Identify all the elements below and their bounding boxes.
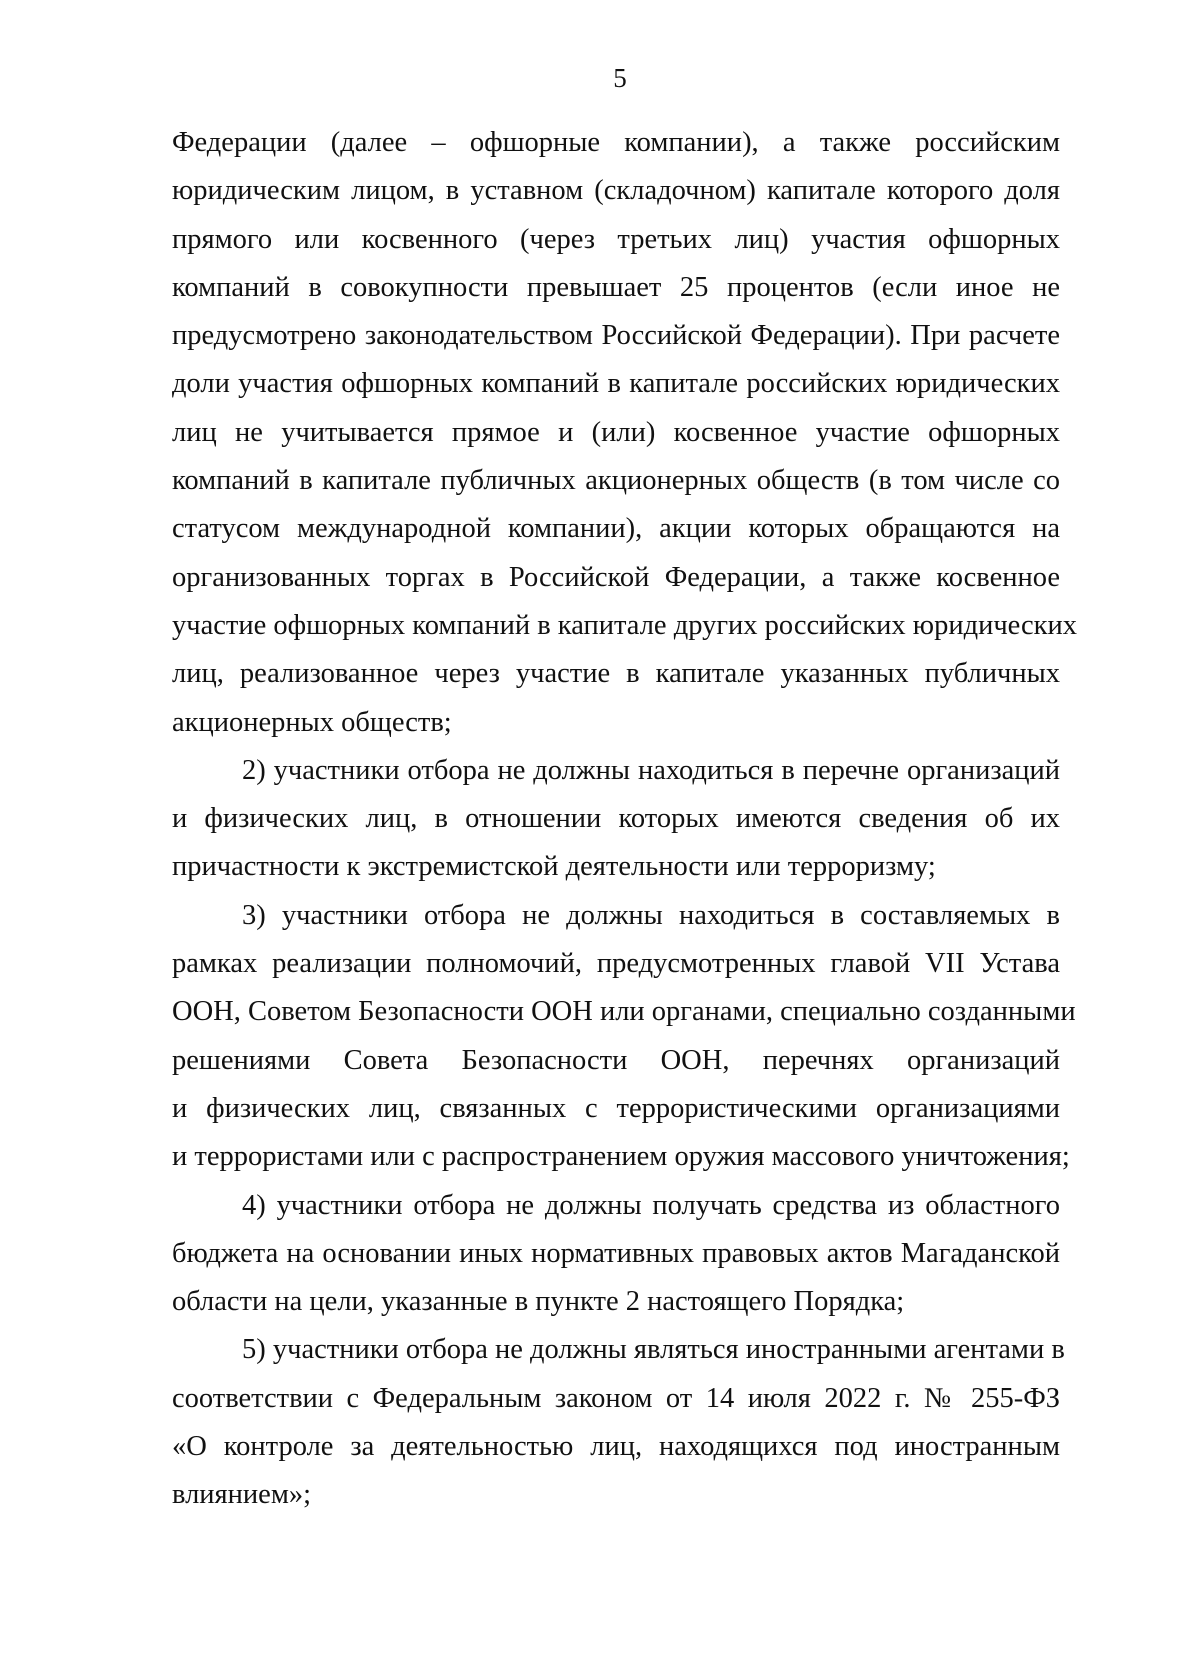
- text-line: организованных торгах в Российской Федерации, а также косвенное: [172, 561, 1060, 593]
- text-line: и физических лиц, в отношении которых имеются сведения об их: [172, 803, 1060, 835]
- text-line: компаний в совокупности превышает 25 процентов (если иное не: [172, 271, 1060, 303]
- text-line: доли участия офшорных компаний в капитале российских юридических: [172, 368, 1060, 400]
- text-line: компаний в капитале публичных акционерных обществ (в том числе со: [172, 465, 1060, 497]
- text-line: 4) участники отбора не должны получать средства из областного: [242, 1189, 1060, 1221]
- text-line: ООН, Советом Безопасности ООН или органами, специально созданными: [172, 996, 1076, 1028]
- text-line: Федерации (далее – офшорные компании), а также российским: [172, 127, 1060, 158]
- text-line: 3) участники отбора не должны находиться в составляемых в: [242, 899, 1060, 931]
- text-line: лиц, реализованное через участие в капитале указанных публичных: [172, 658, 1060, 690]
- text-line: и террористами или с распространением оружия массового уничтожения;: [172, 1141, 1070, 1173]
- paragraph-item-5: [172, 1326, 1065, 1519]
- text-line: бюджета на основании иных нормативных правовых актов Магаданской: [172, 1237, 1060, 1269]
- text-line: причастности к экстремистской деятельности или терроризму;: [172, 851, 936, 883]
- paragraph-item-3: [172, 892, 1076, 1182]
- text-line: соответствии с Федеральным законом от 14 июля 2022 г. № 255-ФЗ: [172, 1382, 1060, 1414]
- paragraph-item-4: [172, 1182, 1060, 1327]
- text-line: юридическим лицом, в уставном (складочном) капитале которого доля: [172, 175, 1060, 207]
- text-line: «О контроле за деятельностью лиц, находящихся под иностранным: [172, 1431, 1060, 1463]
- paragraph-continuation: [172, 119, 1078, 747]
- text-line: влиянием»;: [172, 1479, 312, 1511]
- text-line: 2) участники отбора не должны находиться в перечне организаций: [242, 754, 1060, 786]
- page-number: 5: [613, 63, 627, 93]
- text-line: акционерных обществ;: [172, 706, 452, 738]
- text-line: лиц не учитывается прямое и (или) косвенное участие офшорных: [172, 416, 1060, 448]
- text-line: статусом международной компании), акции которых обращаются на: [172, 513, 1060, 545]
- text-line: предусмотрено законодательством Российской Федерации). При расчете: [172, 320, 1060, 352]
- text-line: прямого или косвенного (через третьих лиц) участия офшорных: [172, 223, 1060, 255]
- text-line: области на цели, указанные в пункте 2 настоящего Порядка;: [172, 1286, 905, 1318]
- text-line: решениями Совета Безопасности ООН, перечнях организаций: [172, 1044, 1060, 1076]
- document-body: [172, 119, 1078, 1520]
- paragraph-item-2: [172, 747, 1060, 892]
- text-line: 5) участники отбора не должны являться иностранными агентами в: [242, 1334, 1065, 1366]
- text-line: рамках реализации полномочий, предусмотренных главой VII Устава: [172, 948, 1060, 980]
- text-line: и физических лиц, связанных с террористическими организациями: [172, 1092, 1060, 1124]
- text-line: участие офшорных компаний в капитале других российских юридических: [172, 609, 1078, 641]
